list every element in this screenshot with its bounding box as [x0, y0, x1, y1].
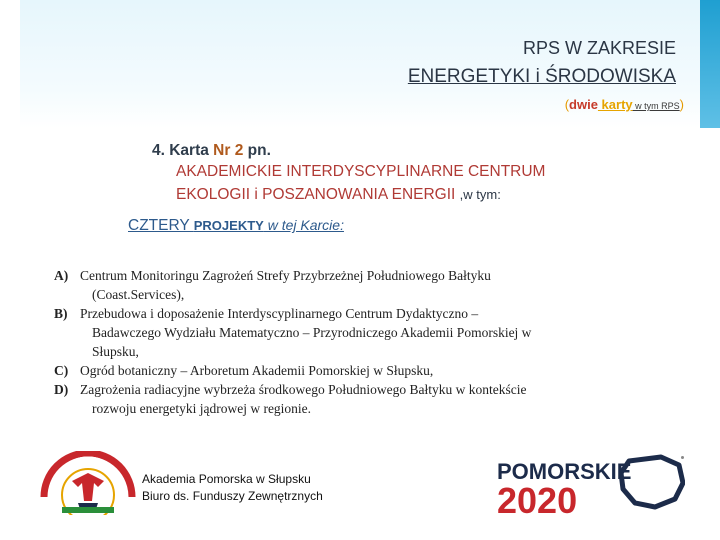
- subtitle-wtym: w tym RPS: [632, 101, 680, 111]
- projects-heading: [128, 217, 344, 235]
- project-text: Centrum Monitoringu Zagrożeń Strefy Przybrzeżnej Południowego Bałtyku: [80, 268, 491, 283]
- subtitle-open: (: [564, 97, 570, 112]
- project-text-continuation: Badawczego Wydziału Matematyczno – Przyrodniczego Akademii Pomorskiej w: [92, 325, 532, 340]
- project-marker: B): [54, 306, 68, 321]
- subtitle-close: ): [679, 97, 684, 112]
- card-name-line2-tail: ,w tym:: [459, 187, 501, 202]
- projects-word: PROJEKTY: [193, 218, 264, 233]
- project-text: Zagrożenia radiacyjne wybrzeża środkowego Południowego Bałtyku w kontekście: [80, 382, 527, 397]
- subtitle-karty: karty: [597, 97, 633, 112]
- institution-name: Akademia Pomorska w Słupsku: [142, 472, 311, 486]
- card-suffix: pn.: [243, 142, 271, 159]
- decorative-dot: [681, 456, 684, 459]
- header-title-line1: RPS W ZAKRESIE: [522, 38, 676, 58]
- project-list: [54, 266, 674, 418]
- project-text-continuation: Słupsku,: [92, 344, 139, 359]
- project-text-continuation: (Coast.Services),: [92, 287, 185, 302]
- card-prefix: 4. Karta: [152, 142, 214, 159]
- header-edge-accent: [700, 0, 720, 128]
- logo-year: 2020: [497, 480, 578, 519]
- project-list-item: [54, 304, 674, 361]
- subtitle-dwie: dwie: [569, 97, 598, 112]
- project-marker: A): [54, 268, 69, 283]
- pomorskie-2020-logo: [495, 453, 685, 519]
- project-text: Przebudowa i doposażenie Interdyscyplinarnego Centrum Dydaktyczno –: [80, 306, 479, 321]
- institution-block: [142, 471, 323, 505]
- project-list-item: [54, 380, 674, 418]
- projects-tail: w tej Karcie:: [263, 217, 344, 233]
- header-subtitle: [565, 97, 684, 112]
- institution-department: Biuro ds. Funduszy Zewnętrznych: [142, 489, 323, 503]
- project-marker: C): [54, 363, 69, 378]
- card-number: Nr 2: [213, 142, 244, 159]
- card-name-line1: AKADEMICKIE INTERDYSCYPLINARNE CENTRUM: [176, 163, 546, 180]
- card-name-line2-text: EKOLOGII i POSZANOWANIA ENERGII: [176, 186, 460, 203]
- project-text-continuation: rozwoju energetyki jądrowej w regionie.: [92, 401, 312, 416]
- card-name-line2: [176, 186, 501, 204]
- project-text: Ogród botaniczny – Arboretum Akademii Pomorskiej w Słupsku,: [80, 363, 434, 378]
- card-title: [152, 140, 271, 162]
- header-title-line2: ENERGETYKI i ŚRODOWISKA: [407, 66, 676, 87]
- project-list-item: [54, 266, 674, 304]
- projects-count: CZTERY: [128, 217, 194, 234]
- project-list-item: [54, 361, 674, 380]
- akademia-pomorska-seal-logo: [38, 451, 138, 515]
- project-marker: D): [54, 382, 69, 397]
- logo-word: POMORSKIE: [497, 459, 632, 484]
